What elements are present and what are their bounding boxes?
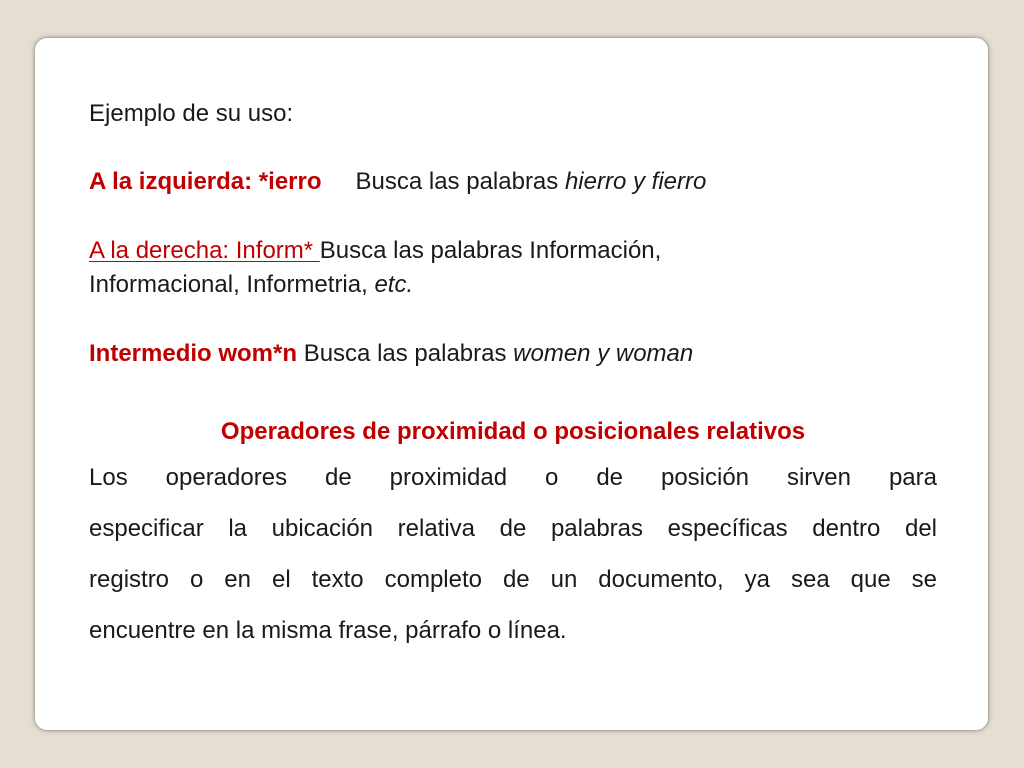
right-example-text-2: Informacional, Informetria, bbox=[89, 271, 375, 298]
middle-example-text: Busca las palabras bbox=[297, 340, 514, 367]
left-example-label: A la izquierda: *ierro bbox=[89, 168, 322, 195]
right-example-label: A la derecha: Inform* bbox=[89, 237, 320, 264]
left-example bbox=[89, 168, 706, 196]
section-heading: Operadores de proximidad o posicionales relativos bbox=[220, 418, 806, 445]
middle-example bbox=[89, 340, 693, 368]
paragraph-line: encuentre en la misma frase, párrafo o línea. bbox=[89, 617, 567, 644]
middle-example-words: women y woman bbox=[513, 340, 694, 367]
right-example-text-1: Busca las palabras Información, bbox=[319, 237, 662, 264]
body-paragraph bbox=[89, 459, 937, 663]
intro-label: Ejemplo de su uso: bbox=[89, 100, 294, 127]
right-example-line-1 bbox=[89, 237, 661, 265]
middle-example-label: Intermedio wom*n bbox=[89, 340, 298, 367]
paragraph-line: especificar la ubicación relativa de palabras específicas dentro del bbox=[89, 515, 937, 542]
intro-text bbox=[89, 100, 293, 128]
left-example-words: hierro y fierro bbox=[564, 168, 707, 195]
left-example-text: Busca las palabras bbox=[355, 168, 565, 195]
right-example-etc: etc. bbox=[374, 271, 414, 298]
paragraph-line: registro o en el texto completo de un documento, ya sea que se bbox=[89, 566, 937, 593]
paragraph-line: Los operadores de proximidad o de posición sirven para bbox=[89, 464, 937, 491]
right-example-line-2 bbox=[89, 271, 413, 299]
